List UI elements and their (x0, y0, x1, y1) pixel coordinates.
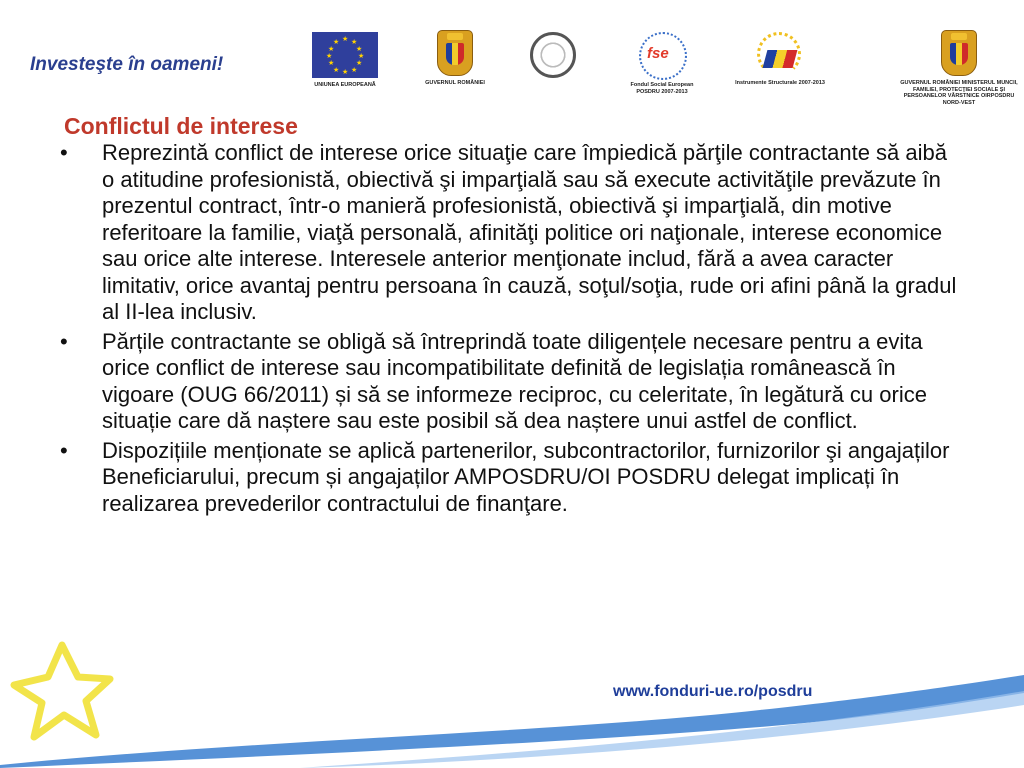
slide-title: Conflictul de interese (64, 113, 298, 139)
bullet-item (60, 140, 960, 326)
bullet-text: Dispozițiile menționate se aplică partenerilor, subcontractorilor, furnizorilor şi angajaților Beneficiarului, precum și angajaților AMPOSDRU/OI POSDRU delegat implicați în realizarea prevederilor contractului de finanţare. (102, 437, 950, 516)
star-icon (14, 645, 110, 737)
ministry-logo (900, 30, 1018, 106)
bullet-text: Părțile contractante se obligă să întreprindă toate diligențele necesare pentru a evita orice conflict de interese sau incompatibilitate definită de legislația românească în vigoare (OUG 66/2011) și să se informeze reciproc, cu celeritate, în legătură cu orice situație care dă naștere sau este posibil să dea naștere unui astfel de conflict. (102, 328, 927, 433)
logo-caption: GUVERNUL ROMÂNIEI MINISTERUL MUNCII, FAMILIEI, PROTECŢIEI SOCIALE ŞI PERSOANELOR VÂRSTNICE OIRPOSDRU NORD-VEST (900, 80, 1018, 106)
bullet-marker: • (60, 437, 68, 463)
eu-flag-icon: ★ ★ ★ ★ ★ ★ ★ ★ ★ ★ ★ ★ (312, 32, 378, 78)
logo-caption: Instrumente Structurale 2007-2013 (735, 80, 825, 86)
government-logo (415, 30, 495, 87)
bullet-marker: • (60, 328, 68, 354)
structural-instruments-icon (745, 30, 815, 76)
ministry-coat-of-arms-icon (941, 30, 977, 76)
eu-logo (305, 32, 385, 89)
bullet-list (60, 140, 960, 520)
logo-caption: Fondul Social European POSDRU 2007-2013 (630, 82, 694, 95)
structural-instruments-logo (735, 30, 825, 87)
fse-logo-icon: fse (639, 32, 685, 78)
bullet-marker: • (60, 140, 68, 165)
bullet-text: Reprezintă conflict de interese orice situaţie care împiedică părţile contractante să aibă o atitudine profesionistă, obiectivă şi imparţială sau să execute activităţile prevăzute în prezentul contract, într-o manieră profesionistă, obiectivă şi imparţială, din motive referitoare la familie, viaţă personală, afinităţi politice ori naţionale, interese economice sau orice alte interese. Interesele anterior menţionate includ, fără a avea caracter limitativ, orice avantaj pentru persoana în cauză, soţul/soţia, rude ori afini până la gradul al II-lea inclusiv. (102, 140, 957, 324)
logo-caption: UNIUNEA EUROPEANĂ (314, 82, 376, 88)
bullet-item (60, 438, 960, 518)
website-link[interactable]: www.fonduri-ue.ro/posdru (613, 683, 813, 700)
fse-logo (620, 32, 704, 95)
seal-icon (530, 32, 576, 78)
motto: Investeşte în oameni! (30, 54, 224, 75)
bullet-item (60, 329, 960, 435)
logo-bar (0, 28, 1024, 123)
footer-decoration (0, 615, 1024, 768)
romanian-coat-of-arms-icon (437, 30, 473, 76)
logo-caption: GUVERNUL ROMÂNIEI (425, 80, 485, 86)
seal-logo (525, 32, 581, 78)
